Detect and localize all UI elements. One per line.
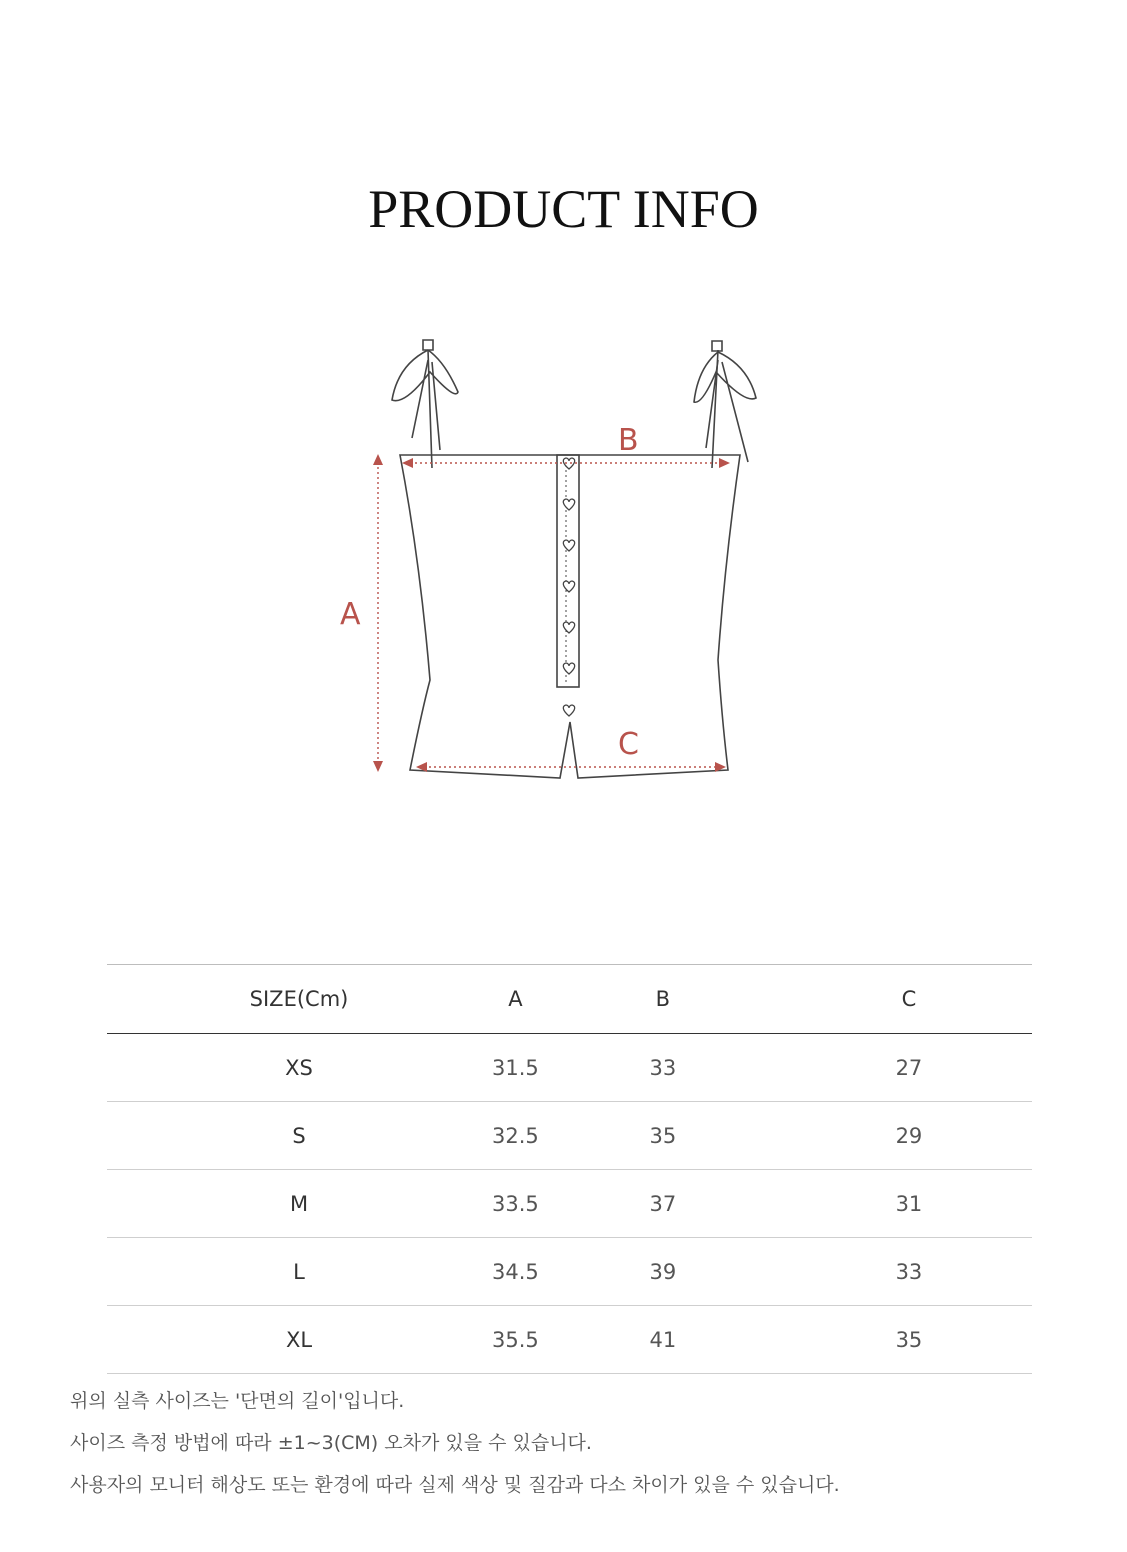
- header-c: C: [786, 965, 1032, 1034]
- cell-b: 41: [540, 1306, 786, 1374]
- note-line: 사이즈 측정 방법에 따라 ±1~3(CM) 오차가 있을 수 있습니다.: [70, 1432, 592, 1454]
- cell-a: 34.5: [491, 1238, 540, 1306]
- heart-button-icon: [563, 499, 574, 510]
- left-strap: [423, 340, 433, 468]
- page-title: PRODUCT INFO: [368, 179, 759, 239]
- table-row: [107, 1102, 1032, 1170]
- cell-c: 35: [786, 1306, 1032, 1374]
- table-row: [107, 1170, 1032, 1238]
- cell-c: 27: [786, 1034, 1032, 1102]
- size-table-header-row: [107, 965, 1032, 1034]
- table-row: [107, 1034, 1032, 1102]
- cell-c: 29: [786, 1102, 1032, 1170]
- heart-button-icon: [563, 581, 574, 592]
- cell-size: M: [107, 1170, 491, 1238]
- measure-b-arrow-left: [402, 458, 413, 468]
- header-a: A: [491, 965, 540, 1034]
- measure-a-arrow-top: [373, 454, 383, 465]
- cell-size: L: [107, 1238, 491, 1306]
- measure-label-a: A: [340, 597, 361, 632]
- cell-size: XL: [107, 1306, 491, 1374]
- measure-b-arrow-right: [719, 458, 730, 468]
- cell-size: S: [107, 1102, 491, 1170]
- heart-button-icon: [563, 622, 574, 633]
- garment-diagram: [330, 330, 780, 800]
- cell-a: 35.5: [491, 1306, 540, 1374]
- button-placket: [557, 455, 579, 687]
- size-table: [107, 964, 1032, 1374]
- note-line: 위의 실측 사이즈는 '단면의 길이'입니다.: [70, 1390, 405, 1412]
- cell-b: 37: [540, 1170, 786, 1238]
- right-strap: [712, 341, 722, 468]
- table-row: [107, 1306, 1032, 1374]
- cell-b: 39: [540, 1238, 786, 1306]
- header-size: SIZE(Cm): [107, 965, 491, 1034]
- right-bow: [694, 352, 756, 462]
- cell-b: 33: [540, 1034, 786, 1102]
- cell-c: 31: [786, 1170, 1032, 1238]
- cell-c: 33: [786, 1238, 1032, 1306]
- table-row: [107, 1238, 1032, 1306]
- cell-a: 31.5: [491, 1034, 540, 1102]
- left-bow: [392, 350, 458, 450]
- header-b: B: [540, 965, 786, 1034]
- cell-a: 33.5: [491, 1170, 540, 1238]
- heart-button-icon: [563, 540, 574, 551]
- measure-a-arrow-bottom: [373, 761, 383, 772]
- measure-label-c: C: [618, 727, 639, 762]
- note-line: 사용자의 모니터 해상도 또는 환경에 따라 실제 색상 및 질감과 다소 차이가 있을 수 있습니다.: [70, 1474, 840, 1496]
- measure-label-b: B: [618, 423, 639, 458]
- heart-button-icon: [563, 663, 574, 674]
- cell-size: XS: [107, 1034, 491, 1102]
- cell-b: 35: [540, 1102, 786, 1170]
- cell-a: 32.5: [491, 1102, 540, 1170]
- heart-button-icon: [563, 705, 574, 716]
- size-notes: [70, 1380, 1070, 1506]
